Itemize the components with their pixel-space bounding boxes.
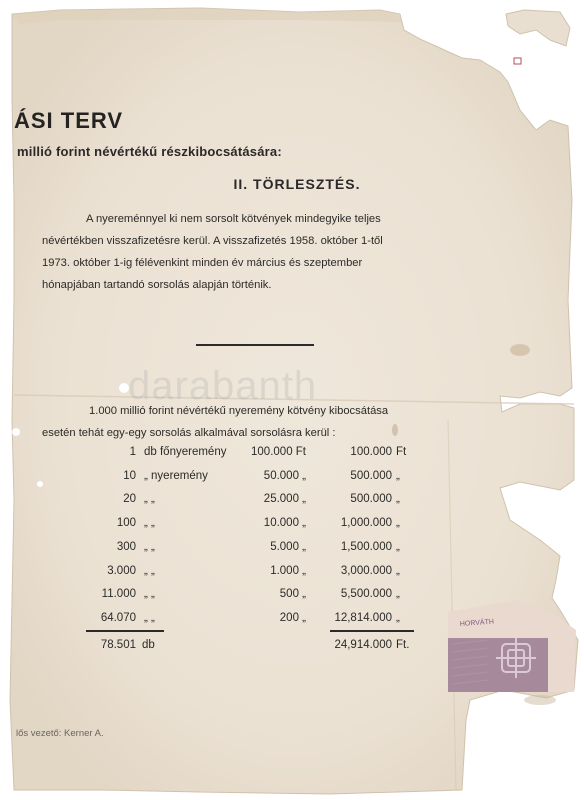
row-unit: 5.000 „	[270, 540, 306, 553]
total-sum-underline	[330, 630, 414, 632]
row-label: db főnyeremény	[144, 446, 227, 458]
row-count: 100	[116, 517, 136, 530]
section-divider	[196, 344, 314, 346]
row-label: „ „	[144, 564, 155, 577]
sum-total: 24,914.000	[334, 639, 392, 651]
intro-line: 1.000 millió forint névértékű nyeremény kötvény kibocsátása	[89, 405, 389, 417]
paragraph-line: 1973. október 1-ig félévenkint minden év március és szeptember	[42, 257, 363, 269]
row-total: 5,500.000	[340, 588, 392, 601]
row-unit: 1.000 „	[270, 564, 306, 577]
row-suffix: „	[396, 588, 400, 601]
row-suffix: „	[396, 469, 400, 482]
row-suffix: „	[396, 611, 400, 624]
row-suffix: „	[396, 517, 400, 530]
row-label: „ nyeremény	[144, 469, 208, 482]
row-unit: 25.000 „	[263, 493, 306, 506]
row-count: 1	[129, 446, 136, 458]
row-count: 3.000	[107, 564, 136, 577]
signature-line: lős vezető: Kerner A.	[16, 728, 104, 739]
intro-paragraph	[28, 400, 468, 444]
document-subtitle: millió forint névértékű részkibocsátására:	[17, 144, 282, 159]
row-total: 3,000.000	[340, 564, 392, 577]
row-label: „ „	[144, 517, 155, 530]
row-label: „ „	[144, 493, 155, 506]
sum-count-unit: db	[142, 639, 155, 651]
row-label: „ „	[144, 540, 155, 553]
row-unit: 200 „	[279, 611, 306, 624]
row-suffix: „	[396, 564, 400, 577]
row-count: 64.070	[100, 611, 136, 624]
row-label: „ „	[144, 611, 155, 624]
document-title: ÁSI TERV	[14, 108, 124, 133]
section-heading: II. TÖRLESZTÉS.	[233, 176, 361, 192]
intro-line: esetén tehát egy-egy sorsolás alkalmával sorsolásra kerül :	[42, 427, 336, 439]
row-total: 500.000	[350, 493, 392, 506]
row-unit: 500 „	[279, 588, 306, 601]
row-unit: 50.000 „	[263, 469, 306, 482]
paragraph-line: hónapjában tartandó sorsolás alapján történik.	[42, 279, 272, 291]
row-unit: 100.000 Ft	[251, 446, 306, 458]
row-unit: 10.000 „	[263, 517, 306, 530]
row-total: 100.000	[350, 446, 392, 458]
row-count: 300	[116, 540, 136, 553]
row-suffix: „	[396, 493, 400, 506]
row-suffix: Ft	[396, 446, 407, 458]
row-count: 11.000	[101, 588, 136, 601]
repayment-paragraph	[42, 208, 462, 296]
sum-count: 78.501	[100, 639, 136, 651]
stamp-text: HORVÁTH	[459, 618, 495, 628]
watermark: darabanth	[128, 364, 318, 408]
count-sum-underline	[86, 630, 164, 632]
row-label: „ „	[144, 588, 155, 601]
row-count: 10	[123, 469, 136, 482]
row-total: 500.000	[350, 469, 392, 482]
revenue-stamp	[448, 600, 576, 696]
row-suffix: „	[396, 540, 400, 553]
sum-total-unit: Ft.	[396, 639, 410, 651]
row-count: 20	[123, 493, 136, 506]
paragraph-line: A nyereménnyel ki nem sorsolt kötvények mindegyike teljes	[86, 213, 381, 225]
row-total: 12,814.000	[334, 611, 392, 624]
paragraph-line: névértékben visszafizetésre kerül. A visszafizetés 1958. október 1-től	[42, 235, 383, 247]
row-total: 1,000.000	[340, 517, 392, 530]
row-total: 1,500.000	[340, 540, 392, 553]
